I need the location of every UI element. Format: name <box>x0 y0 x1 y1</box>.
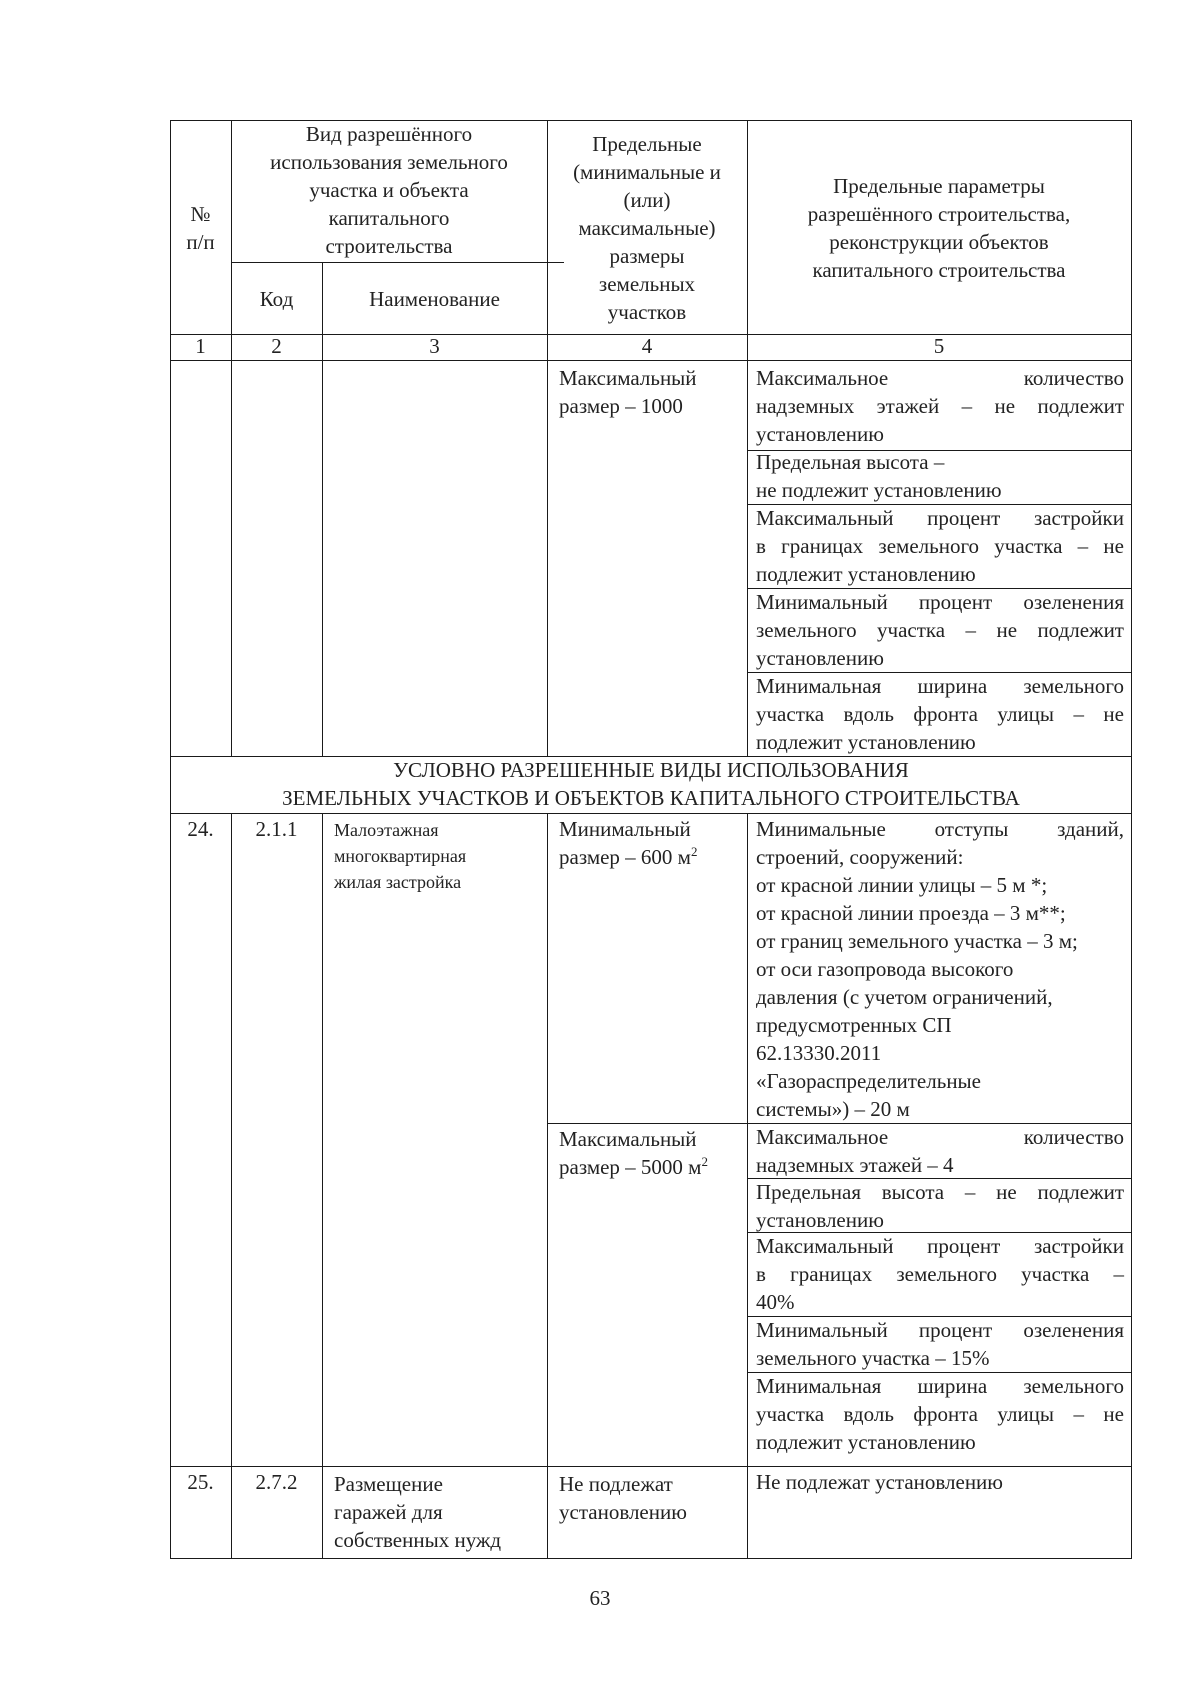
row24-param-building-percent: Максимальный процент застройки в границах земельного участка – 40% <box>756 1234 1124 1314</box>
header-col-code: Код <box>259 287 294 311</box>
prev-param-height: Предельная высота – не подлежит установлению <box>756 450 1002 502</box>
row24-param-floors: Максимальное количество надземных этажей – 4 <box>756 1125 1124 1177</box>
section-title: УСЛОВНО РАЗРЕШЕННЫЕ ВИДЫ ИСПОЛЬЗОВАНИЯ ЗЕМЕЛЬНЫХ УЧАСТКОВ И ОБЪЕКТОВ КАПИТАЛЬНОГО СТРОИТЕЛЬСТВА <box>282 758 1020 810</box>
col-divider <box>322 813 323 1559</box>
row25-number: 25. <box>187 1470 214 1494</box>
row24-number: 24. <box>187 817 214 841</box>
page-number: 63 <box>589 1586 611 1610</box>
prev-size-cell: Максимальный размер – 1000 <box>559 366 697 418</box>
header-col-name: Наименование <box>369 287 500 311</box>
row25-code: 2.7.2 <box>255 1470 298 1494</box>
row24-size-max: Максимальный размер – 5000 $м^2$ <box>559 1127 708 1179</box>
row24-param-green-percent: Минимальный процент озеленения земельного участка – 15% <box>756 1318 1124 1370</box>
row24-code: 2.1.1 <box>255 817 298 841</box>
table-border-bottom <box>170 1558 1132 1559</box>
col-number-3: 3 <box>429 334 440 358</box>
col-number-4: 4 <box>641 334 653 358</box>
table-border-right <box>1131 120 1132 1559</box>
row25-name: Размещение гаражей для собственных нужд <box>334 1472 502 1552</box>
col-divider <box>231 813 232 1559</box>
row24-size-min: Минимальный размер – 600 $м^2$ <box>559 817 698 869</box>
col-divider <box>747 813 748 1559</box>
header-col-number: № п/п <box>186 202 215 254</box>
prev-param-floors: Максимальное количество надземных этажей – не подлежит установлению <box>756 366 1124 446</box>
row24-param-width: Минимальная ширина земельного участка вдоль фронта улицы – не подлежит установлению <box>756 1374 1124 1454</box>
col-number-2: 2 <box>271 334 282 358</box>
regulation-table <box>170 120 1132 1560</box>
header-col-vid: Вид разрешённого использования земельного участка и объекта капитального строительства <box>270 122 508 258</box>
row25-size: Не подлежат установлению <box>559 1472 687 1524</box>
row24-name: Малоэтажная многоквартирная жилая застройка <box>334 820 467 892</box>
table-numbers-bottom <box>170 360 1132 361</box>
row24-params-min: Минимальные отступы зданий, строений, сооружений: от красной линии улицы – 5 м *; от красной линии проезда – 3 м**; от границ земельного участка – 3 м; от оси газопровода высокого давления (с учетом ограничений, предусмотренных СП 62.13330.2011 «Газораспределительные системы») – 20 м <box>756 817 1124 1121</box>
prev-param-width: Минимальная ширина земельного участка вдоль фронта улицы – не подлежит установлению <box>756 674 1124 754</box>
col-number-5: 5 <box>933 334 945 358</box>
col-number-1: 1 <box>195 334 206 358</box>
table-header-divider <box>231 262 564 263</box>
col-divider <box>547 813 548 1559</box>
row25-params: Не подлежат установлению <box>756 1470 1003 1494</box>
header-col-params: Предельные параметры разрешённого строительства, реконструкции объектов капитального строительства <box>807 174 1071 282</box>
row24-param-height: Предельная высота – не подлежит установлению <box>756 1180 1124 1232</box>
prev-param-green-percent: Минимальный процент озеленения земельного участка – не подлежит установлению <box>756 590 1124 670</box>
header-col-size: Предельные (минимальные и (или) максимальные) размеры земельных участков <box>573 132 721 324</box>
prev-param-building-percent: Максимальный процент застройки в границах земельного участка – не подлежит установлению <box>756 506 1124 586</box>
